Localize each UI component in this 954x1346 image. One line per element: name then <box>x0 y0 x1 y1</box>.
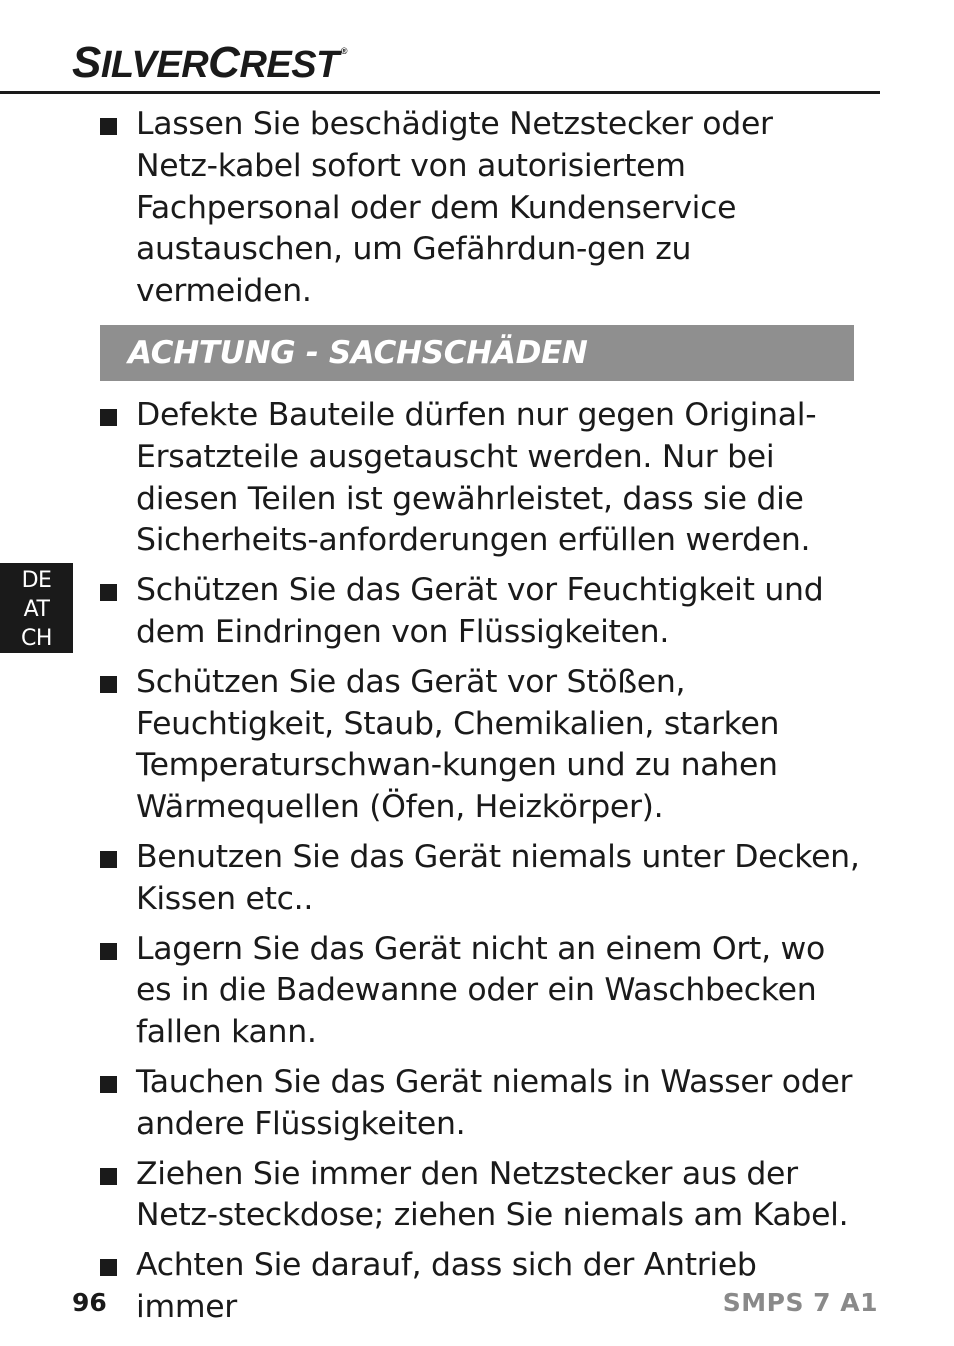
bullet-square-icon <box>100 1259 117 1276</box>
bullet-square-icon <box>100 118 117 135</box>
list-item-text: Achten Sie darauf, dass sich der Antrieb immer <box>136 1247 757 1325</box>
list-item <box>100 104 860 313</box>
bullet-square-icon <box>100 851 117 868</box>
list-item <box>100 837 860 921</box>
list-item-text: Schützen Sie das Gerät vor Stößen, Feuchtigkeit, Staub, Chemikalien, starken Temperaturschwan-kungen und zu nahen Wärmequellen (Öfen, Heizkörper). <box>136 663 780 826</box>
brand-logo: SILVERCREST ® <box>72 38 347 87</box>
bullet-square-icon <box>100 584 117 601</box>
list-item-text: Ziehen Sie immer den Netzstecker aus der Netz-steckdose; ziehen Sie niemals am Kabel. <box>136 1155 849 1234</box>
model-label: SMPS 7 A1 <box>722 1288 878 1317</box>
list-item <box>100 1154 860 1238</box>
list-item-text: Defekte Bauteile dürfen nur gegen Original-Ersatzteile ausgetauscht werden. Nur bei diesen Teilen ist gewährleistet, dass sie die Sicherheits-anforderungen erfüllen werden. <box>136 396 817 559</box>
bullet-square-icon <box>100 409 117 426</box>
list-item <box>100 929 860 1054</box>
list-item-text: Tauchen Sie das Gerät niemals in Wasser oder andere Flüssigkeiten. <box>136 1063 853 1142</box>
language-code: CH <box>21 626 52 651</box>
language-tab <box>0 563 73 653</box>
language-code: DE <box>21 568 52 593</box>
list-item-text: Benutzen Sie das Gerät niemals unter Decken, Kissen etc.. <box>136 838 860 917</box>
list-item-text: Lagern Sie das Gerät nicht an einem Ort, wo es in die Badewanne oder ein Waschbecken fallen kann. <box>136 930 825 1051</box>
language-code: AT <box>23 597 50 622</box>
list-item-text: Lassen Sie beschädigte Netzstecker oder Netz-kabel sofort von autorisiertem Fachpersonal oder dem Kundenservice austauschen, um Gefährdun-gen zu vermeiden. <box>136 106 773 310</box>
bullet-square-icon <box>100 1076 117 1093</box>
bullet-square-icon <box>100 943 117 960</box>
list-item <box>100 1062 860 1146</box>
page-number: 96 <box>72 1288 107 1317</box>
page-content <box>100 104 860 1337</box>
list-item <box>100 662 860 829</box>
header-divider <box>0 91 880 94</box>
list-item-text: Schützen Sie das Gerät vor Feuchtigkeit und dem Eindringen von Flüssigkeiten. <box>136 572 824 650</box>
list-item <box>100 395 860 562</box>
bullet-square-icon <box>100 676 117 693</box>
list-item <box>100 570 860 654</box>
bullet-square-icon <box>100 1168 117 1185</box>
section-heading: ACHTUNG - SACHSCHÄDEN <box>100 325 854 381</box>
